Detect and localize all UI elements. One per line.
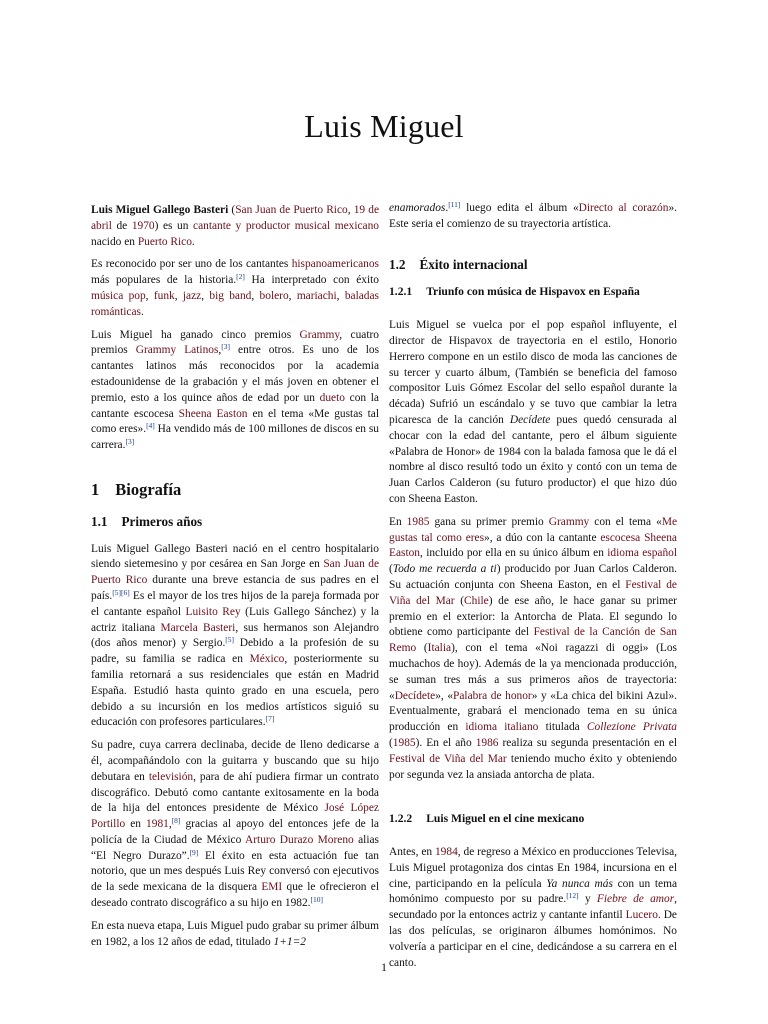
- intro-paragraph-3: [91, 328, 379, 454]
- citation-link[interactable]: [9]: [189, 847, 199, 857]
- link-chile[interactable]: Chile: [464, 594, 489, 607]
- link-dueto[interactable]: dueto: [319, 391, 345, 404]
- section-title: Primeros años: [121, 513, 203, 529]
- text: ,: [288, 289, 297, 302]
- link-1970[interactable]: 1970: [131, 219, 155, 232]
- link-idioma-espanol[interactable]: idioma español: [607, 547, 677, 560]
- section-number: 1.1: [91, 513, 108, 529]
- text: », «: [435, 689, 454, 702]
- text: ». Este seria el comienzo de su trayectoria artística.: [389, 202, 677, 230]
- text: , de regreso a México en producciones Televisa, Luis Miguel protagoniza dos cintas En 1984, incursiona en el cine, participando en la película: [389, 846, 677, 890]
- text: en el tema «Me gustas tal como eres».: [91, 407, 380, 436]
- citation-link[interactable]: [5][6]: [112, 587, 130, 597]
- text: Ha vendido más de 100 millones de discos en su carrera.: [91, 423, 379, 452]
- link-grammy[interactable]: Grammy: [548, 515, 590, 528]
- body-paragraph: [91, 542, 379, 732]
- text: ). En el año: [415, 736, 476, 749]
- text: ) es un: [154, 219, 194, 232]
- section-number: 1.2.1: [389, 285, 413, 299]
- citation-link[interactable]: [2]: [236, 272, 245, 282]
- link-sheena-easton[interactable]: Sheena Easton: [389, 531, 677, 560]
- text: titulada: [538, 721, 587, 734]
- link-festival-san-remo[interactable]: Festival de la Canción de San Remo: [389, 626, 677, 655]
- text: ,: [347, 204, 354, 216]
- text: con la cantante escocesa: [91, 391, 379, 420]
- text: ) producido por Juan Carlos Calderon. Su actuación conjunta con Sheena Easton, en el: [389, 563, 677, 591]
- text: ,: [218, 344, 222, 357]
- text: gracias al apoyo del entonces jefe de la policía de la Ciudad de México: [91, 818, 379, 846]
- link-1981[interactable]: 1981: [146, 818, 169, 831]
- section-number: 1: [91, 479, 100, 499]
- link-funk[interactable]: funk: [153, 289, 175, 302]
- text: Luis Miguel ha ganado cinco premios: [91, 328, 300, 341]
- text: teniendo mucho éxito y obteniendo por segunda vez la ansiada antorcha de plata.: [389, 752, 677, 781]
- text: (: [389, 736, 393, 749]
- article-subject-name: Luis Miguel Gallego Basteri: [91, 204, 229, 216]
- text: que le ofrecieron el deseado contrato discográfico a su hijo en 1982.: [91, 881, 379, 910]
- link-musica-pop[interactable]: música pop: [91, 289, 146, 302]
- text: entre otros. Es uno de los cantantes latinos más reconocidos por la academia estadounidense de la grabación y el más joven en obtener el premio, esto a los quince años de edad por un: [91, 344, 379, 404]
- text: .: [140, 305, 144, 318]
- film-title: Ya nunca más: [546, 877, 613, 890]
- album-title: enamorados: [389, 202, 446, 214]
- text: , secundado por la entonces actriz y cantante infantil: [389, 893, 677, 922]
- subsection-heading-primeros-anos: [91, 514, 379, 530]
- text: durante una breve estancia de sus padres en el país.: [91, 574, 380, 602]
- album-title: 1+1=2: [273, 935, 306, 948]
- text: en: [125, 818, 147, 831]
- text: ) de ese año, le hace ganar su primer premio en el exterior: la Antorcha de Plata. El segundo lo obtiene como participante del: [389, 594, 677, 639]
- body-paragraph: [389, 515, 677, 784]
- link-collezione-privata[interactable]: Collezione Privata: [586, 721, 677, 734]
- citation-link[interactable]: [10]: [310, 895, 324, 905]
- link-me-gustas-tal-como-eres[interactable]: Me gustas tal como eres: [389, 515, 677, 544]
- subsubsection-heading-triunfo: [389, 284, 677, 300]
- link-san-juan[interactable]: San Juan de Puerto Rico: [235, 204, 348, 216]
- song-title: Decídete: [509, 413, 551, 426]
- text: .: [191, 235, 195, 248]
- link-emi[interactable]: EMI: [261, 881, 283, 894]
- text: ,: [201, 289, 210, 302]
- text: Es reconocido por ser uno de los cantantes: [91, 258, 292, 271]
- text: . De las dos películas, se originaron álbumes homónimos. No volvería a participar en el cine, dedicándose a su carrera en el canto.: [389, 909, 677, 969]
- page-title: Luis Miguel: [304, 108, 464, 144]
- text: (: [454, 594, 465, 607]
- link-bolero[interactable]: bolero: [259, 289, 289, 302]
- citation-link[interactable]: [3]: [221, 342, 230, 352]
- text: gana su primer premio: [429, 515, 549, 528]
- citation-link[interactable]: [8]: [171, 816, 181, 826]
- link-palabra-de-honor[interactable]: Palabra de honor: [453, 689, 532, 702]
- citation-link[interactable]: [3]: [125, 437, 135, 447]
- link-grammy-latinos[interactable]: Grammy Latinos: [135, 344, 219, 357]
- text: , incluido por ella en su único álbum en: [420, 547, 608, 560]
- text: nacido en: [91, 235, 138, 248]
- text: ,: [251, 289, 260, 302]
- text: (Luis Gallego Sánchez) y la actriz italiana: [91, 605, 379, 634]
- link-idioma-italiano[interactable]: idioma italiano: [465, 721, 539, 734]
- text: pues quedó censurada al chocar con la edad del cantante, pero el álbum siguiente «Palabra de Honor» de 1984 con la balada famosa que le dá el nombre al disco resultó todo un éxito y contó con un tema de Juan Carlos Calderon (su futuro productor) el que hizo dúo con Sheena Easton.: [389, 413, 677, 505]
- section-title: Luis Miguel en el cine mexicano: [426, 812, 585, 826]
- text: luego edita el álbum «: [460, 202, 579, 214]
- link-sheena-easton[interactable]: Sheena Easton: [178, 407, 248, 420]
- text: » y «La chica del bikini Azul». Eventualmente, grabará el mencionado tema en su única producción en: [389, 689, 677, 734]
- body-paragraph: [389, 318, 677, 508]
- text: ,: [145, 289, 154, 302]
- text: ,: [336, 289, 345, 302]
- link-san-juan[interactable]: San Juan de Puerto Rico: [91, 558, 379, 587]
- section-heading-biografia: [91, 479, 379, 499]
- citation-link[interactable]: [12]: [566, 891, 579, 901]
- citation-link[interactable]: [4]: [146, 421, 155, 431]
- left-column: [91, 203, 379, 957]
- body-paragraph: [389, 201, 677, 233]
- section-title: Biografía: [115, 479, 182, 499]
- text: , para de ahí pudiera firmar un contrato discográfico. Debutó como cantante exitosamente en la boda de la hija del entonces presidente de México: [91, 770, 379, 815]
- body-paragraph: [91, 919, 379, 951]
- text: y: [578, 893, 597, 906]
- section-title: Éxito internacional: [419, 256, 528, 272]
- text: El éxito en esta actuación fue tan notorio, que un mes después Luis Rey conversó con ejecutivos de la sede mexicana de la disquera: [91, 849, 379, 894]
- text: Es el mayor de los tres hijos de la pareja formada por el cantante español: [91, 589, 379, 618]
- citation-link[interactable]: [7]: [265, 714, 275, 724]
- text: En esta nueva etapa, Luis Miguel pudo grabar su primer álbum en 1982, a los 12 años de edad, titulado: [91, 919, 379, 948]
- page-number: 1: [381, 960, 387, 974]
- link-1985[interactable]: 1985: [406, 515, 430, 528]
- link-baladas-romanticas[interactable]: baladas románticas: [91, 289, 379, 318]
- link-directo-al-corazon[interactable]: Directo al corazón: [578, 202, 669, 214]
- link-grammy[interactable]: Grammy: [299, 328, 340, 341]
- text: Luis Miguel se vuelca por el pop español influyente, el director de Hispavox de trayectoria en el estilo, Honorio Herrero compone en un estilo disco de moda las canciones de su tercer y cuarto álbum, (También se beneficia del famoso compositor Luis Gómez Escolar del sello español durante la década) Sufrió un escándalo y se tuvo que cambiar la letra picaresca de la canción: [389, 319, 677, 426]
- text: (: [416, 642, 428, 655]
- link-italia[interactable]: Italia: [427, 642, 452, 655]
- text: », a dúo con la cantante: [484, 531, 601, 544]
- link-1985[interactable]: 1985: [392, 736, 416, 749]
- link-fiebre-de-amor[interactable]: Fiebre de amor: [596, 893, 675, 906]
- text: realiza su segunda presentación en el: [498, 736, 678, 749]
- link-cantante-productor[interactable]: cantante y productor musical mexicano: [193, 219, 380, 232]
- text: , sus hermanos son Alejandro (dos años menor) y Sergio.: [91, 621, 379, 650]
- text: Ha interpretado con éxito: [244, 274, 379, 287]
- text: alias “El Negro Durazo”.: [91, 833, 379, 862]
- text: con un tema homónimo compuesto por su padre.: [389, 877, 677, 906]
- subsubsection-heading-cine: [389, 811, 677, 827]
- link-festival-vina-del-mar[interactable]: Festival de Viña del Mar: [389, 578, 677, 607]
- album-title: Todo me recuerda a ti: [392, 563, 497, 576]
- text: más populares de la historia.: [91, 274, 237, 287]
- citation-link[interactable]: [5]: [225, 635, 235, 645]
- link-1986[interactable]: 1986: [475, 736, 499, 749]
- text: ,: [174, 289, 183, 302]
- section-number: 1.2.2: [389, 812, 413, 826]
- text: ,: [168, 818, 172, 831]
- text: , cuatro premios: [91, 328, 380, 357]
- link-hispanoamericanos[interactable]: hispanoamericanos: [291, 258, 379, 271]
- section-title: Triunfo con música de Hispavox en España: [426, 285, 640, 299]
- link-decidete[interactable]: Decídete: [394, 689, 436, 702]
- intro-paragraph-2: [91, 257, 379, 320]
- text: ), con el tema «Noi ragazzi di oggi» (Los muchachos de hoy). Además de la ya mencionada producción, se suman tres más a sus primeros años de trayectoria: «: [389, 642, 677, 702]
- link-1984[interactable]: 1984: [434, 846, 458, 859]
- text: Su padre, cuya carrera declinaba, decide de lleno dedicarse a él, acompañándolo con la guitarra y buscando que su hijo debutara en: [91, 739, 379, 783]
- text: con el tema «: [589, 515, 662, 528]
- text: (: [389, 563, 393, 576]
- text: de: [111, 219, 132, 232]
- link-marcela-basteri[interactable]: Marcela Basteri: [160, 621, 236, 634]
- link-festival-vina-del-mar[interactable]: Festival de Viña del Mar: [389, 752, 507, 765]
- subsection-heading-exito-internacional: [389, 257, 677, 273]
- link-jazz[interactable]: jazz: [182, 289, 202, 302]
- text: .: [445, 202, 449, 214]
- intro-paragraph-1: [91, 203, 379, 250]
- body-paragraph: [91, 738, 379, 912]
- link-puerto-rico[interactable]: Puerto Rico: [137, 235, 192, 248]
- link-luisito-rey[interactable]: Luisito Rey: [185, 605, 241, 618]
- link-durazo-moreno[interactable]: Arturo Durazo Moreno: [245, 833, 354, 846]
- body-paragraph: [389, 845, 677, 971]
- citation-link[interactable]: [11]: [448, 200, 461, 209]
- link-big-band[interactable]: big band: [209, 289, 252, 302]
- link-mexico[interactable]: México: [249, 653, 285, 666]
- text: , posteriormente su familia retornará a sus residenciales que están en Madrid España. Estudió hasta quinto grado en una escuela, pero debido a su incursión en los medios artísticos siguió su educación con profesores particulares.: [91, 653, 379, 729]
- text: Luis Miguel Gallego Basteri nació en el centro hospitalario siendo sietemesino y por cesárea en San Jorge en: [91, 542, 379, 571]
- right-column: [389, 201, 677, 978]
- link-mariachi[interactable]: mariachi: [296, 289, 337, 302]
- text: Debido a la profesión de su padre, su familia se radica en: [91, 637, 379, 666]
- link-lucero[interactable]: Lucero: [625, 909, 658, 922]
- link-escocesa[interactable]: escocesa: [600, 531, 641, 544]
- link-television[interactable]: televisión: [148, 770, 194, 783]
- text: Antes, en: [389, 846, 435, 859]
- link-19-abril[interactable]: 19 de abril: [91, 204, 379, 232]
- text: En: [389, 515, 407, 528]
- link-lopez-portillo[interactable]: José López Portillo: [91, 802, 379, 831]
- text: (: [228, 204, 236, 216]
- section-number: 1.2: [389, 256, 406, 272]
